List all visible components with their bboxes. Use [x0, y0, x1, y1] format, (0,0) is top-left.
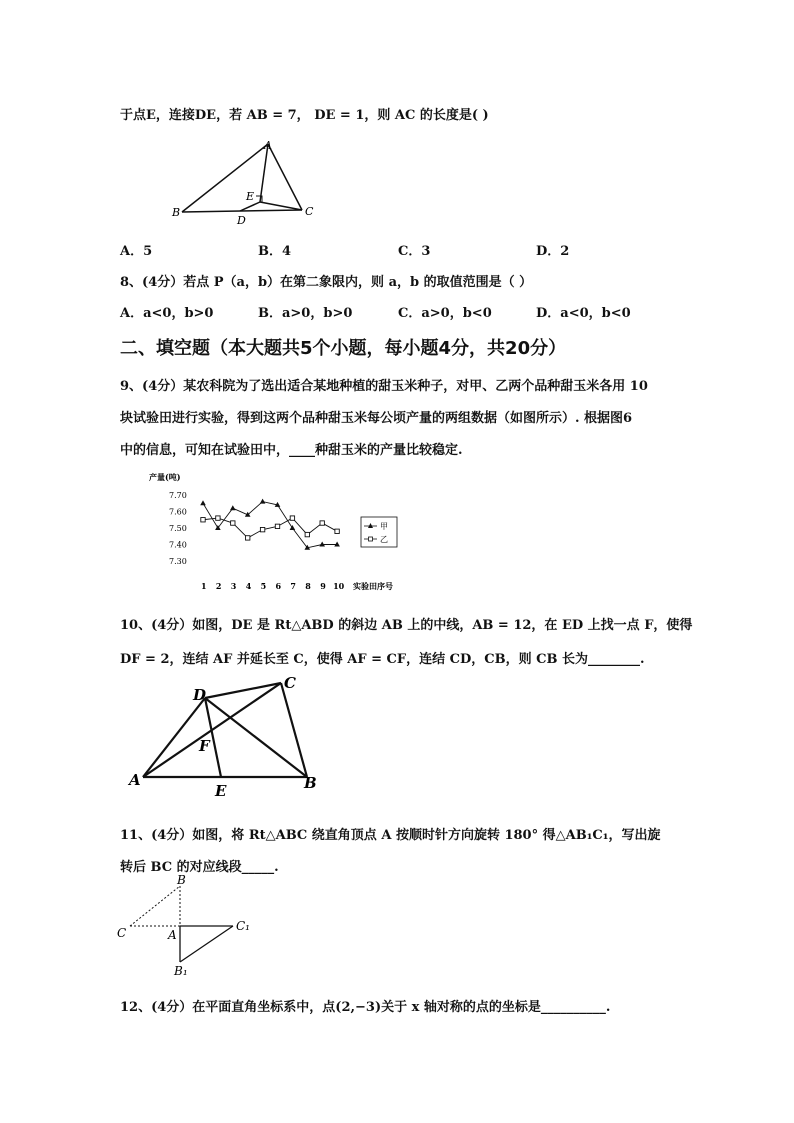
- chart-point-yi: [260, 527, 264, 531]
- q8-option-b[interactable]: B．a>0，b>0: [258, 306, 353, 321]
- chart-point-yi: [216, 516, 220, 520]
- q10-line1: 10、(4分）如图，DE 是 Rt△ABD 的斜边 AB 上的中线，AB = 12，在 ED 上找一点 F，使得: [120, 618, 693, 633]
- chart-xlabel: 实验田序号: [353, 581, 393, 591]
- q11-label-b1: B₁: [174, 964, 188, 978]
- q8-option-c[interactable]: C．a>0，b<0: [398, 306, 492, 321]
- chart-point-jia: [230, 505, 236, 510]
- q10-label-b: B: [304, 774, 317, 792]
- chart-point-yi: [335, 529, 339, 533]
- q10-figure: [125, 670, 325, 802]
- q10-label-d: D: [193, 686, 207, 704]
- chart-point-yi: [231, 521, 235, 525]
- legend-label-yi: 乙: [380, 535, 388, 544]
- chart-xtick-label: 10: [333, 581, 345, 591]
- q7-label-d: D: [237, 214, 246, 224]
- chart-point-jia: [200, 500, 206, 505]
- chart-xtick-label: 9: [320, 581, 326, 591]
- q9-line3: 中的信息，可知在试验田中，____种甜玉米的产量比较稳定.: [120, 443, 463, 458]
- chart-xtick-label: 1: [201, 581, 207, 591]
- chart-xtick-label: 4: [245, 581, 252, 591]
- q9-line1: 9、(4分）某农科院为了选出适合某地种植的甜玉米种子，对甲、乙两个品种甜玉米各用 10: [120, 379, 648, 394]
- chart-xtick-label: 5: [260, 581, 267, 591]
- q8-stem: 8、(4分）若点 P（a，b）在第二象限内，则 a，b 的取值范围是（ ）: [120, 275, 533, 290]
- chart-point-jia: [260, 499, 266, 504]
- q7-label-e: E: [246, 190, 255, 203]
- q10-label-c: C: [284, 674, 296, 692]
- yield-line-chart: [145, 470, 400, 594]
- q9-line2: 块试验田进行实验，得到这两个品种甜玉米每公顷产量的两组数据（如图所示）. 根据图6: [120, 411, 633, 426]
- q7-label-b: B: [172, 206, 181, 219]
- q7-label-a: A: [264, 139, 272, 152]
- q10-line2: DF = 2，连结 AF 并延长至 C，使得 AF = CF，连结 CD，CB，则 CB 长为________.: [120, 652, 645, 667]
- q11-line1: 11、(4分）如图，将 Rt△ABC 绕直角顶点 A 按顺时针方向旋转 180° 得△AB₁C₁，写出旋: [120, 828, 661, 843]
- q11-label-c1: C₁: [236, 919, 250, 933]
- q10-label-a: A: [129, 771, 141, 789]
- q7-figure: [160, 138, 330, 224]
- chart-ytick-label: 7.70: [169, 491, 187, 500]
- q10-label-f: F: [199, 737, 210, 755]
- q7-option-a[interactable]: A．5: [120, 244, 153, 259]
- q7-stem: 于点E，连接DE，若 AB = 7， DE = 1，则 AC 的长度是( ): [120, 108, 489, 123]
- chart-xtick-label: 6: [275, 581, 282, 591]
- q8-option-a[interactable]: A．a<0，b>0: [120, 306, 214, 321]
- q11-line2: 转后 BC 的对应线段_____.: [120, 860, 279, 875]
- q10-label-e: E: [215, 782, 227, 800]
- chart-point-jia: [334, 542, 340, 547]
- chart-point-yi: [290, 516, 294, 520]
- chart-ytick-label: 7.60: [169, 507, 187, 517]
- chart-ylabel: 产量(吨): [149, 472, 181, 482]
- q7-option-d[interactable]: D．2: [536, 244, 570, 259]
- chart-xtick-label: 8: [305, 581, 311, 591]
- q8-option-d[interactable]: D．a<0，b<0: [536, 306, 631, 321]
- chart-ytick-label: 7.30: [169, 557, 187, 566]
- chart-legend-box: [361, 517, 397, 547]
- chart-xtick-label: 7: [290, 581, 296, 591]
- chart-point-yi: [201, 518, 205, 522]
- q7-label-c: C: [305, 205, 314, 218]
- q7-option-c[interactable]: C．3: [398, 244, 431, 259]
- section-title: 二、填空题（本大题共5个小题，每小题4分，共20分）: [120, 338, 567, 359]
- chart-point-yi: [275, 524, 279, 528]
- q11-label-b: B: [177, 873, 186, 887]
- chart-xtick-label: 3: [230, 581, 237, 591]
- legend-label-jia: 甲: [380, 522, 388, 531]
- chart-series-line: [203, 502, 337, 548]
- chart-point-yi: [305, 532, 309, 536]
- q11-figure: [115, 872, 265, 982]
- q11-label-c: C: [117, 926, 127, 940]
- q7-option-b[interactable]: B．4: [258, 244, 292, 259]
- chart-ytick-label: 7.40: [169, 540, 187, 550]
- chart-point-yi: [246, 536, 250, 540]
- chart-xtick-label: 2: [215, 581, 222, 591]
- q12-line1: 12、(4分）在平面直角坐标系中，点(2,−3)关于 x 轴对称的点的坐标是__________.: [120, 1000, 611, 1015]
- q11-label-a: A: [168, 928, 177, 942]
- chart-point-yi: [320, 521, 324, 525]
- chart-point-jia: [319, 542, 325, 547]
- chart-ytick-label: 7.50: [169, 524, 187, 533]
